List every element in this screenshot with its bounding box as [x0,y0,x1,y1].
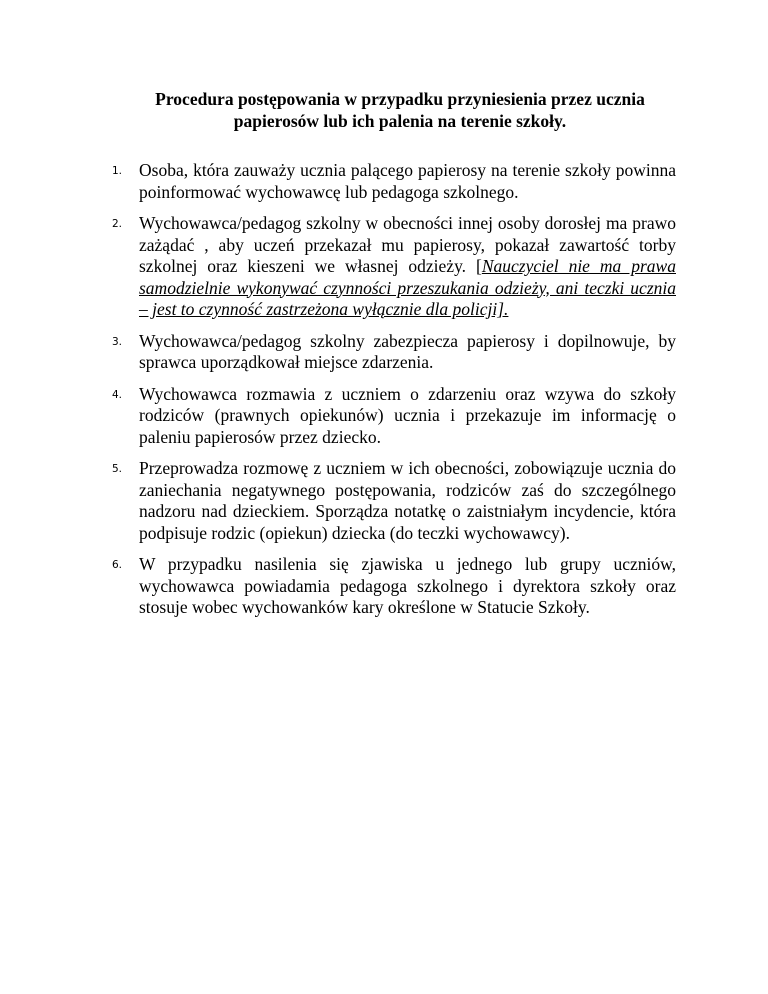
police-note: Nauczyciel nie ma prawa samodzielnie wykonywać czynności przeszukania odzieży, ani teczki ucznia – jest to czynność zastrzeżona wyłącznie dla policji]. [139,256,676,319]
list-item [102,160,676,203]
list-item [102,331,676,374]
list-item [102,384,676,449]
document-title-line-2: papierosów lub ich palenia na terenie szkoły. [233,111,567,131]
list-item-number: 6. [112,559,123,571]
list-item-text: Osoba, która zauważy ucznia palącego papierosy na terenie szkoły powinna poinformować wychowawcę lub pedagoga szkolnego. [139,160,676,202]
list-item-text: Wychowawca rozmawia z uczniem o zdarzeniu oraz wzywa do szkoły rodziców (prawnych opiekunów) ucznia i przekazuje im informację o paleniu papierosów przez dziecko. [139,383,676,447]
list-item-number: 3. [112,335,123,348]
document-title-line-1: Procedura postępowania w przypadku przyniesienia przez ucznia [155,89,645,109]
list-item-number: 5. [112,463,123,475]
list-item-number: 1. [112,165,123,177]
list-item-number: 4. [112,388,123,401]
list-item-text: Wychowawca/pedagog szkolny zabezpiecza papierosy i dopilnowuje, by sprawca uporządkował miejsce zdarzenia. [139,330,676,372]
procedure-list [102,160,676,629]
list-item [102,458,676,544]
list-item-text: W przypadku nasilenia się zjawiska u jednego lub grupy uczniów, wychowawca powiadamia pedagoga szkolnego i dyrektora szkoły oraz stosuje wobec wychowanków kary określone w Statucie Szkoły. [139,554,676,617]
list-item-number: 2. [112,218,123,230]
list-item-text: Wychowawca/pedagog szkolny w obecności innej osoby dorosłej ma prawo zażądać , aby uczeń przekazał mu papierosy, pokazał zawartość torby szkolnej oraz kieszeni we własnej odzieży. [ [139,213,676,276]
list-item [102,213,676,321]
list-item-text: Przeprowadza rozmowę z uczniem w ich obecności, zobowiązuje ucznia do zaniechania negatywnego postępowania, rodziców zaś do szczególnego nadzoru nad dzieckiem. Sporządza notatkę o zaistniałym incydencie, która podpisuje rodzic (opiekun) dziecka (do teczki wychowawcy). [139,458,676,543]
list-item [102,554,676,619]
